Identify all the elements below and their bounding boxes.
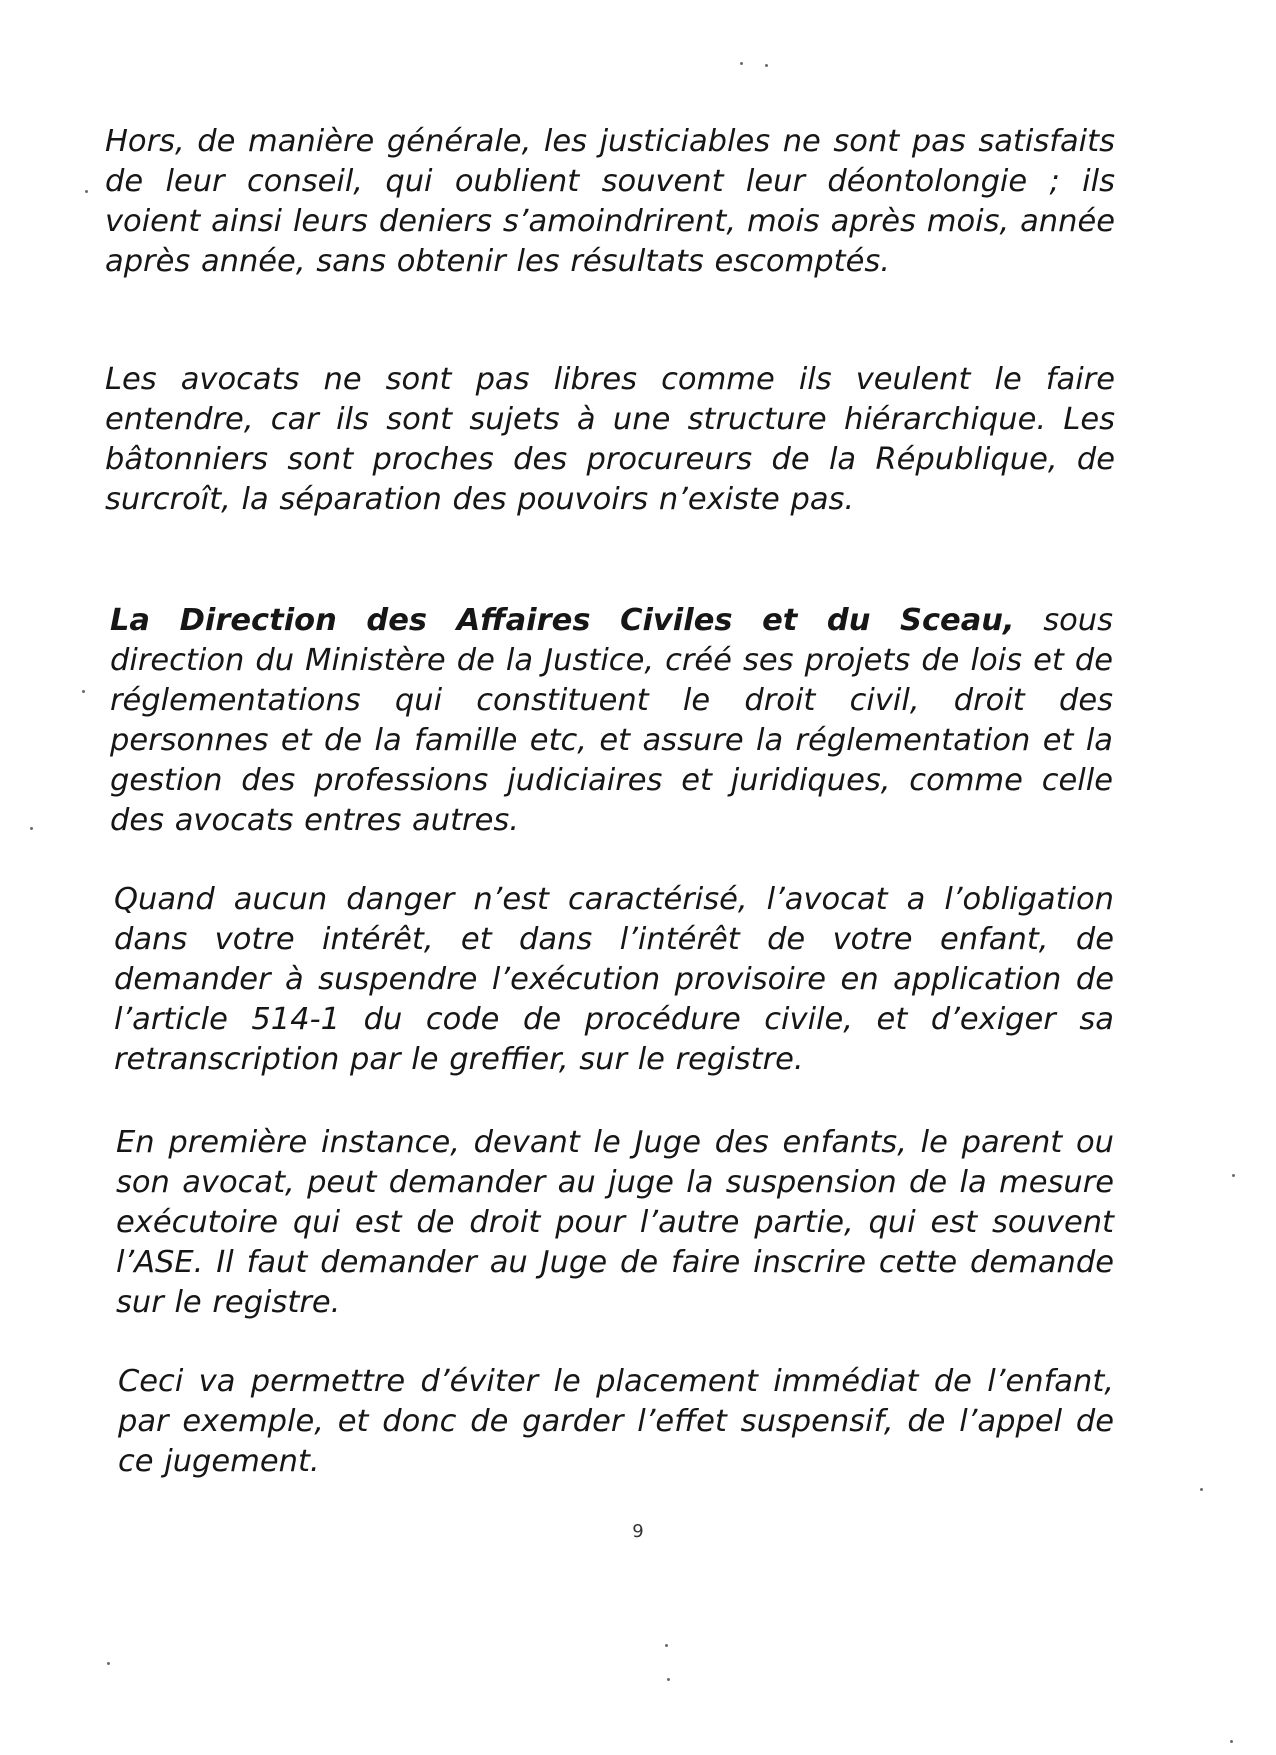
scan-speck: [82, 690, 85, 693]
scan-speck: [1230, 1740, 1233, 1743]
paragraph-3-body: sous direction du Ministère de la Justice, créé ses projets de lois et de réglementations qui constituent le droit civil, droit des personnes et de la famille etc, et assure la réglementation et la gestion des professions judiciaires et juridiques, comme celle des avocats entres autres.: [110, 603, 1114, 838]
paragraph-5: En première instance, devant le Juge des enfants, le parent ou son avocat, peut demander au juge la suspension de la mesure exécutoire qui est de droit pour l’autre partie, qui est souvent l’ASE. Il faut demander au Juge de faire inscrire cette demande sur le registre.: [116, 1125, 1114, 1320]
paragraph-4: Quand aucun danger n’est caractérisé, l’avocat a l’obligation dans votre intérêt, et dans l’intérêt de votre enfant, de demander à suspendre l’exécution provisoire en application de l’article 514-1 du code de procédure civile, et d’exiger sa retranscription par le greffier, sur le registre.: [114, 882, 1114, 1077]
paragraph-3-bold-lead: La Direction des Affaires Civiles et du Sceau,: [110, 603, 1015, 638]
paragraph-1: Hors, de manière générale, les justiciables ne sont pas satisfaits de leur conseil, qui oublient souvent leur déontolongie ; ils voient ainsi leurs deniers s’amoindrirent, mois après mois, année après année, sans obtenir les résultats escomptés.: [105, 124, 1115, 279]
page-number: 9: [632, 1521, 644, 1542]
paragraph-6: Ceci va permettre d’éviter le placement immédiat de l’enfant, par exemple, et donc de garder l’effet suspensif, de l’appel de ce jugement.: [118, 1364, 1114, 1479]
scan-speck: [665, 1644, 668, 1647]
scan-speck: [1232, 1174, 1235, 1177]
paragraph-2: Les avocats ne sont pas libres comme ils veulent le faire entendre, car ils sont sujets à une structure hiérarchique. Les bâtonniers sont proches des procureurs de la République, de surcroît, la séparation des pouvoirs n’existe pas.: [105, 362, 1115, 517]
scan-speck: [740, 62, 743, 65]
scan-speck: [85, 190, 88, 193]
scan-speck: [667, 1678, 670, 1681]
paragraph-3: [110, 601, 1113, 841]
scan-speck: [107, 1662, 110, 1665]
scan-speck: [30, 827, 33, 830]
scan-speck: [765, 64, 768, 67]
scan-speck: [1200, 1488, 1203, 1491]
